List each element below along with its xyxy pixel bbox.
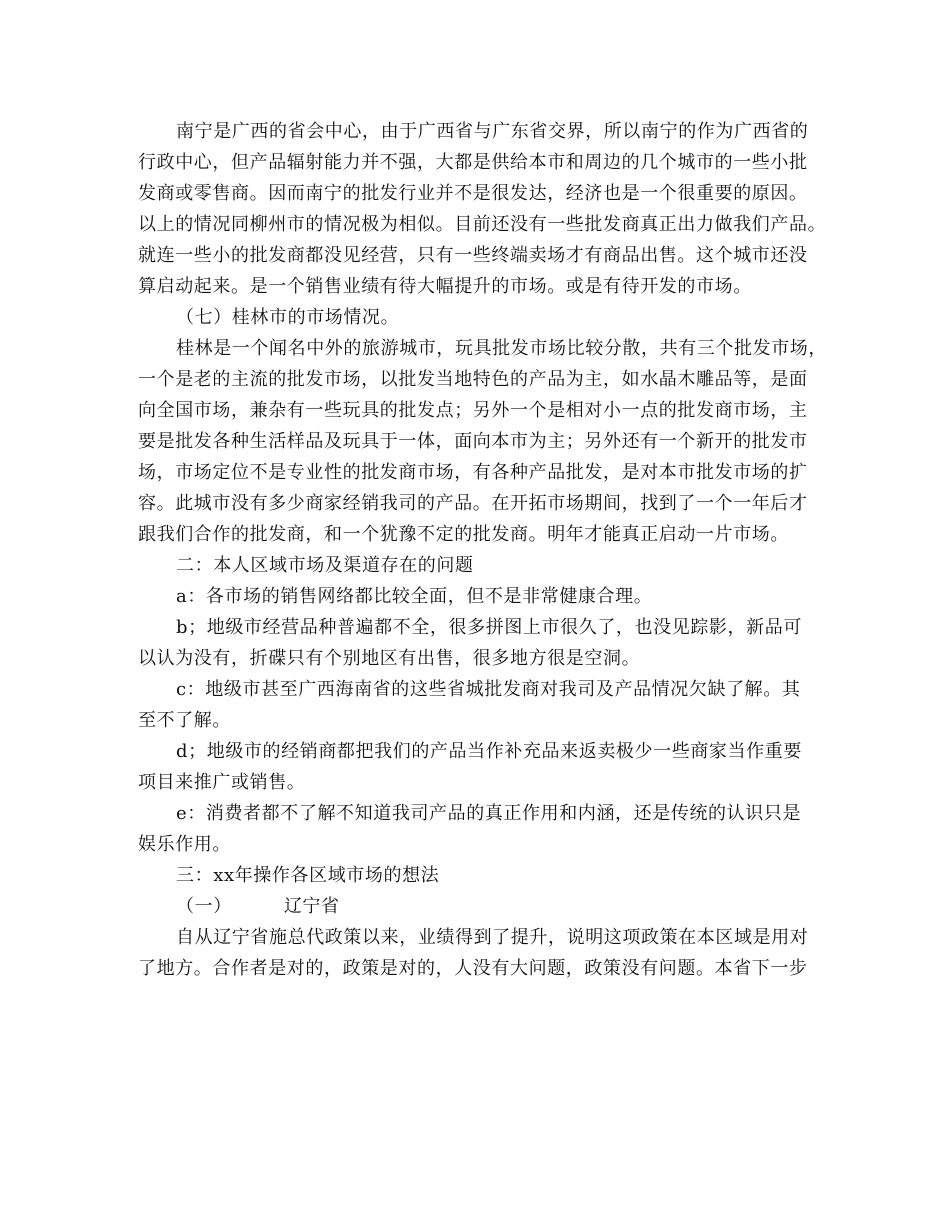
paragraph-line: 行政中心，但产品辐射能力并不强，大都是供给本市和周边的几个城市的一些小批: [138, 152, 808, 173]
section-heading-problems: 二：本人区域市场及渠道存在的问题: [176, 555, 474, 576]
paragraph-line: 一个是老的主流的批发市场，以批发当地特色的产品为主，如水晶木雕品等，是面: [138, 369, 808, 390]
paragraph-line: 算启动起来。是一个销售业绩有待大幅提升的市场。或是有待开发的市场。: [138, 276, 752, 297]
paragraph-line: 就连一些小的批发商都没见经营，只有一些终端卖场才有商品出售。这个城市还没: [138, 245, 808, 266]
paragraph-line: 了地方。合作者是对的，政策是对的，人没有大问题，政策没有问题。本省下一步: [138, 958, 808, 979]
list-item-c: c：地级市甚至广西海南省的这些省城批发商对我司及产品情况欠缺了解。其: [176, 679, 801, 700]
paragraph-line: 容。此城市没有多少商家经销我司的产品。在开拓市场期间，找到了一个一年后才: [138, 493, 808, 514]
subsection-heading-liaoning: [138, 891, 818, 922]
subsection-title: 辽宁省: [283, 896, 340, 917]
paragraph-line: 南宁是广西的省会中心，由于广西省与广东省交界，所以南宁的作为广西省的: [176, 121, 809, 142]
list-item-e: e：消费者都不了解不知道我司产品的真正作用和内涵，还是传统的认识只是: [176, 803, 802, 824]
list-item-d-continued: 项目来推广或销售。: [138, 772, 306, 793]
subsection-number: （一）: [176, 896, 232, 917]
paragraph-line: 跟我们合作的批发商，和一个犹豫不定的批发商。明年才能真正启动一片市场。: [138, 524, 789, 545]
section-heading-guilin: （七）桂林市的市场情况。: [176, 307, 400, 328]
list-item-a: a：各市场的销售网络都比较全面，但不是非常健康合理。: [176, 586, 653, 607]
paragraph-line: 向全国市场，兼杂有一些玩具的批发点；另外一个是相对小一点的批发商市场，主: [138, 400, 808, 421]
paragraph-line: 场，市场定位不是专业性的批发商市场，有各种产品批发，是对本市批发市场的扩: [138, 462, 808, 483]
list-item-e-continued: 娱乐作用。: [138, 834, 231, 855]
list-item-c-continued: 至不了解。: [138, 710, 231, 731]
document-body: [138, 116, 827, 984]
paragraph-line: 桂林是一个闻名中外的旅游城市，玩具批发市场比较分散，共有三个批发市场，: [176, 338, 827, 359]
list-item-d: d；地级市的经销商都把我们的产品当作补充品来返卖极少一些商家当作重要: [176, 741, 802, 762]
list-item-b: b；地级市经营品种普遍都不全，很多拼图上市很久了，也没见踪影，新品可: [176, 617, 802, 638]
paragraph-line: 发商或零售商。因而南宁的批发行业并不是很发达，经济也是一个很重要的原因。: [138, 183, 808, 204]
paragraph-line: 要是批发各种生活样品及玩具于一体，面向本市为主；另外还有一个新开的批发市: [138, 431, 808, 452]
section-heading-plans: 三：xx年操作各区域市场的想法: [176, 865, 440, 886]
paragraph-line: 以上的情况同柳州市的情况极为相似。目前还没有一些批发商真正出力做我们产品。: [138, 214, 827, 235]
paragraph-line: 自从辽宁省施总代政策以来，业绩得到了提升，说明这项政策在本区域是用对: [176, 927, 809, 948]
list-item-b-continued: 以认为没有，折碟只有个别地区有出售，很多地方很是空洞。: [138, 648, 641, 669]
